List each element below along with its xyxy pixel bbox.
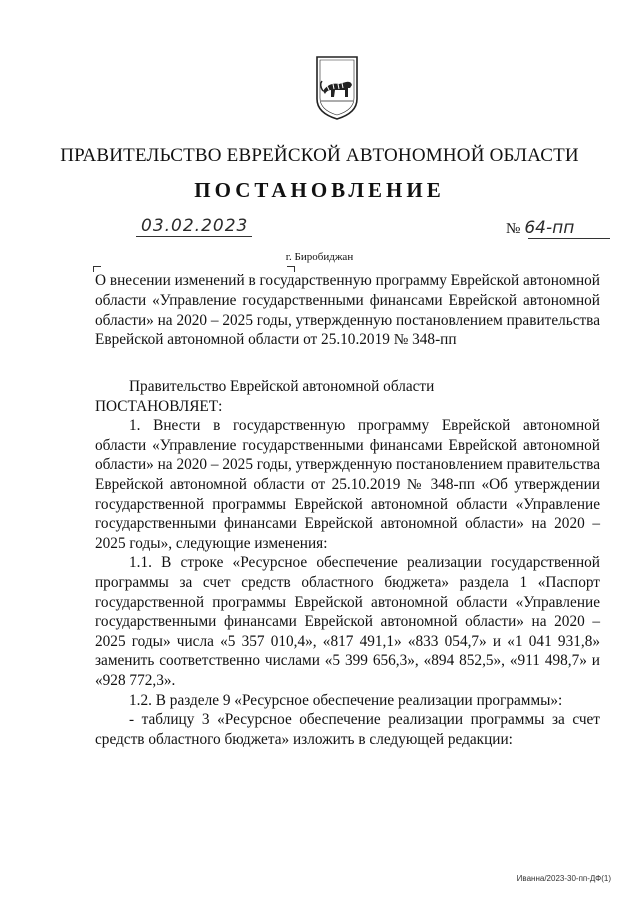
document-date: 03.02.2023: [141, 216, 249, 236]
body-paragraph: ПОСТАНОВЛЯЕТ:: [95, 397, 223, 415]
footer-reference: Иванна/2023-30-пп-ДФ(1): [516, 874, 611, 883]
body-paragraph: 1.2. В разделе 9 «Ресурсное обеспечение реализации программы»:: [129, 691, 563, 709]
document-body: [95, 377, 600, 749]
body-paragraph: 1.1. В строке «Ресурсное обеспечение реализации государственной программы за счет средств областного бюджета» раздела 1 «Паспорт государственной программы Еврейской автономной области «Управление государственными финансами Еврейской автономной области» на 2020 – 2025 годы» числа «5 357 010,4», «817 491,1» «833 054,7» и «1 041 931,8» заменить соответственно числами «5 399 656,3», «894 852,5», «911 498,7» и «928 772,3».: [95, 554, 600, 689]
body-paragraph: 1. Внести в государственную программу Еврейской автономной области «Управление государственными финансами Еврейской автономной области» на 2020 – 2025 годы, утвержденную постановлением правительства Еврейской автономной области от 25.10.2019 № 348-пп «Об утверждении государственной программы Еврейской автономной области «Управление государственными финансами Еврейской автономной области» на 2020 – 2025 годы», следующие изменения:: [95, 417, 600, 552]
document-number: [506, 218, 574, 238]
city: г. Биробиджан: [285, 251, 354, 263]
number-underline: [528, 238, 610, 239]
coat-of-arms-tiger-icon: [315, 55, 359, 121]
date-underline: [136, 236, 252, 237]
government-title: ПРАВИТЕЛЬСТВО ЕВРЕЙСКОЙ АВТОНОМНОЙ ОБЛАСТИ: [60, 145, 579, 166]
document-subject: О внесении изменений в государственную программу Еврейской автономной области «Управление государственными финансами Еврейской автономной области» на 2020 – 2025 годы, утвержденную постановлением правительства Еврейской автономной области от 25.10.2019 № 348-пп: [95, 272, 600, 349]
body-paragraph: Правительство Еврейской автономной области: [129, 378, 435, 395]
body-paragraph: - таблицу 3 «Ресурсное обеспечение реализации программы за счет средств областного бюджета» изложить в следующей редакции:: [95, 711, 600, 748]
document-type: ПОСТАНОВЛЕНИЕ: [194, 178, 445, 202]
number-value: 64-пп: [524, 218, 575, 238]
number-prefix: №: [506, 221, 521, 237]
